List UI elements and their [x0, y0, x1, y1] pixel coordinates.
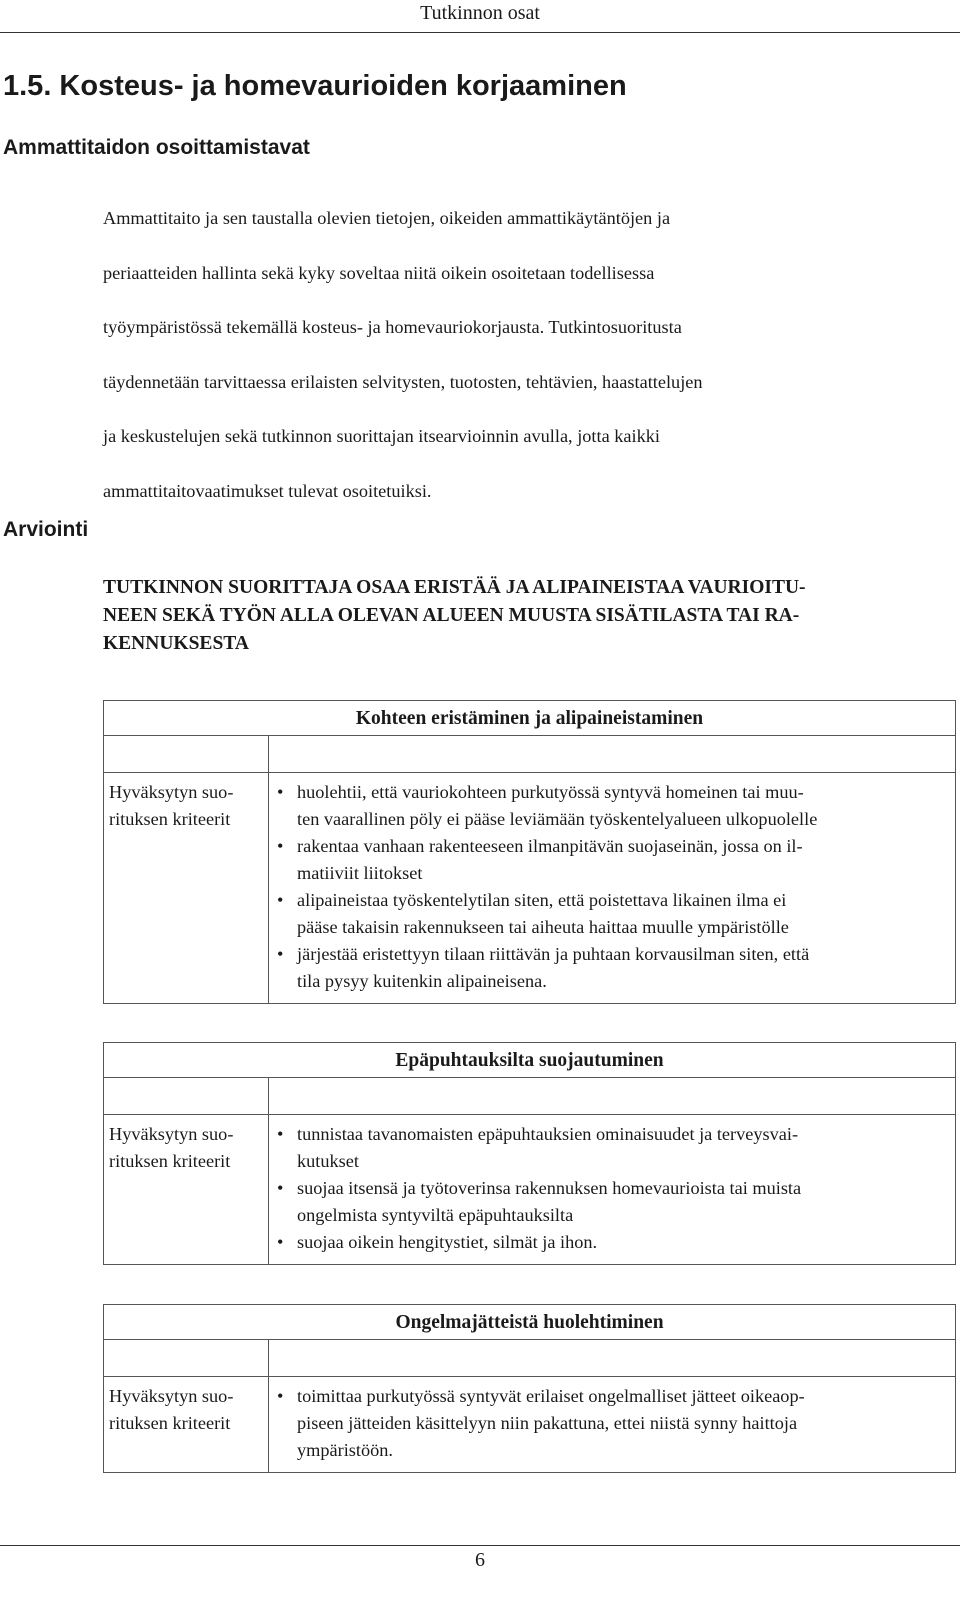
- criteria-table-contaminants: [103, 1042, 956, 1265]
- criteria-item: [277, 1121, 948, 1175]
- competence-subheading: Ammattitaidon osoittamistavat: [3, 136, 310, 159]
- bullet-icon: •: [277, 1386, 284, 1406]
- criteria-caps-heading: [103, 574, 959, 658]
- criteria-item-line: huolehtii, että vauriokohteen purkutyössä syntyvä homeinen tai muu-: [297, 782, 804, 802]
- table-title: Ongelmajätteistä huolehtiminen: [104, 1305, 956, 1340]
- criteria-table-hazardous-waste: [103, 1304, 956, 1473]
- intro-paragraph: [103, 191, 943, 518]
- empty-cell: [269, 736, 956, 773]
- bullet-icon: •: [277, 1178, 284, 1198]
- criteria-label: [104, 1377, 269, 1473]
- bullet-icon: •: [277, 782, 284, 802]
- criteria-item: [277, 887, 948, 941]
- table-title: Kohteen eristäminen ja alipaineistaminen: [104, 701, 956, 736]
- criteria-item-line: alipaineistaa työskentelytilan siten, että poistettava likainen ilma ei: [297, 890, 787, 910]
- criteria-item-line: järjestää eristettyyn tilaan riittävän ja puhtaan korvausilman siten, että: [297, 944, 810, 964]
- criteria-item-line: ongelmista syntyviltä epäpuhtauksilta: [297, 1205, 574, 1225]
- caps-heading-line: TUTKINNON SUORITTAJA OSAA ERISTÄÄ JA ALIPAINEISTAA VAURIOITU-: [103, 577, 806, 598]
- criteria-list: [277, 1383, 948, 1464]
- criteria-item-line: toimittaa purkutyössä syntyvät erilaiset ongelmalliset jätteet oikeaop-: [297, 1386, 805, 1406]
- section-title: 1.5. Kosteus- ja homevaurioiden korjaaminen: [3, 70, 627, 102]
- criteria-label-line: Hyväksytyn suo-: [109, 782, 234, 802]
- criteria-label-line: rituksen kriteerit: [109, 1413, 231, 1433]
- page-number: 6: [475, 1549, 485, 1571]
- criteria-list-cell: [269, 773, 956, 1004]
- criteria-item-line: rakentaa vanhaan rakenteeseen ilmanpitävän suojaseinän, jossa on il-: [297, 836, 803, 856]
- empty-cell: [269, 1078, 956, 1115]
- empty-cell: [104, 1078, 269, 1115]
- criteria-list-cell: [269, 1377, 956, 1473]
- bullet-icon: •: [277, 890, 284, 910]
- intro-line: Ammattitaito ja sen taustalla olevien tietojen, oikeiden ammattikäytäntöjen ja: [103, 208, 671, 228]
- criteria-item-line: suojaa oikein hengitystiet, silmät ja ihon.: [297, 1232, 598, 1252]
- criteria-label: [104, 1115, 269, 1265]
- criteria-item: [277, 1229, 948, 1256]
- table-title: Epäpuhtauksilta suojautuminen: [104, 1043, 956, 1078]
- criteria-item-line: ympäristöön.: [297, 1440, 393, 1460]
- criteria-label: [104, 773, 269, 1004]
- criteria-item-line: tila pysyy kuitenkin alipaineisena.: [297, 971, 547, 991]
- criteria-label-line: Hyväksytyn suo-: [109, 1386, 234, 1406]
- assessment-subheading: Arviointi: [3, 518, 89, 541]
- footer-divider: [0, 1545, 960, 1546]
- intro-line: ammattitaitovaatimukset tulevat osoitetuiksi.: [103, 480, 432, 501]
- criteria-item-line: tunnistaa tavanomaisten epäpuhtauksien ominaisuudet ja terveysvai-: [297, 1124, 799, 1144]
- caps-heading-line: KENNUKSESTA: [103, 633, 249, 654]
- criteria-item-line: matiiviit liitokset: [297, 863, 423, 883]
- header-divider: [0, 32, 960, 33]
- criteria-item: [277, 779, 948, 833]
- criteria-item-line: kutukset: [297, 1151, 359, 1171]
- intro-line: työympäristössä tekemällä kosteus- ja homevauriokorjausta. Tutkintosuoritusta: [103, 317, 682, 337]
- intro-line: periaatteiden hallinta sekä kyky soveltaa niitä oikein osoitetaan todellisessa: [103, 262, 655, 283]
- criteria-list: [277, 1121, 948, 1256]
- criteria-label-line: rituksen kriteerit: [109, 1151, 231, 1171]
- intro-line: ja keskustelujen sekä tutkinnon suorittajan itsearvioinnin avulla, jotta kaikki: [103, 426, 660, 446]
- empty-cell: [269, 1340, 956, 1377]
- criteria-item: [277, 1175, 948, 1229]
- bullet-icon: •: [277, 944, 284, 964]
- empty-cell: [104, 736, 269, 773]
- bullet-icon: •: [277, 1124, 284, 1144]
- criteria-item: [277, 941, 948, 995]
- bullet-icon: •: [277, 836, 284, 856]
- criteria-item: [277, 833, 948, 887]
- caps-heading-line: NEEN SEKÄ TYÖN ALLA OLEVAN ALUEEN MUUSTA SISÄTILASTA TAI RA-: [103, 605, 800, 626]
- criteria-list: [277, 779, 948, 995]
- criteria-item: [277, 1383, 948, 1464]
- criteria-label-line: rituksen kriteerit: [109, 809, 231, 829]
- criteria-label-line: Hyväksytyn suo-: [109, 1124, 234, 1144]
- criteria-item-line: ten vaarallinen pöly ei pääse leviämään työskentelyalueen ulkopuolelle: [297, 809, 818, 829]
- empty-cell: [104, 1340, 269, 1377]
- bullet-icon: •: [277, 1232, 284, 1252]
- criteria-item-line: pääse takaisin rakennukseen tai aiheuta haittaa muulle ympäristölle: [297, 917, 789, 937]
- intro-line: täydennetään tarvittaessa erilaisten selvitysten, tuotosten, tehtävien, haastattelujen: [103, 371, 703, 392]
- criteria-item-line: piseen jätteiden käsittelyyn niin pakattuna, ettei niistä synny haittoja: [297, 1413, 798, 1433]
- criteria-item-line: suojaa itsensä ja työtoverinsa rakennuksen homevaurioista tai muista: [297, 1178, 802, 1198]
- criteria-list-cell: [269, 1115, 956, 1265]
- running-header: Tutkinnon osat: [420, 2, 540, 24]
- criteria-table-isolation: [103, 700, 956, 1004]
